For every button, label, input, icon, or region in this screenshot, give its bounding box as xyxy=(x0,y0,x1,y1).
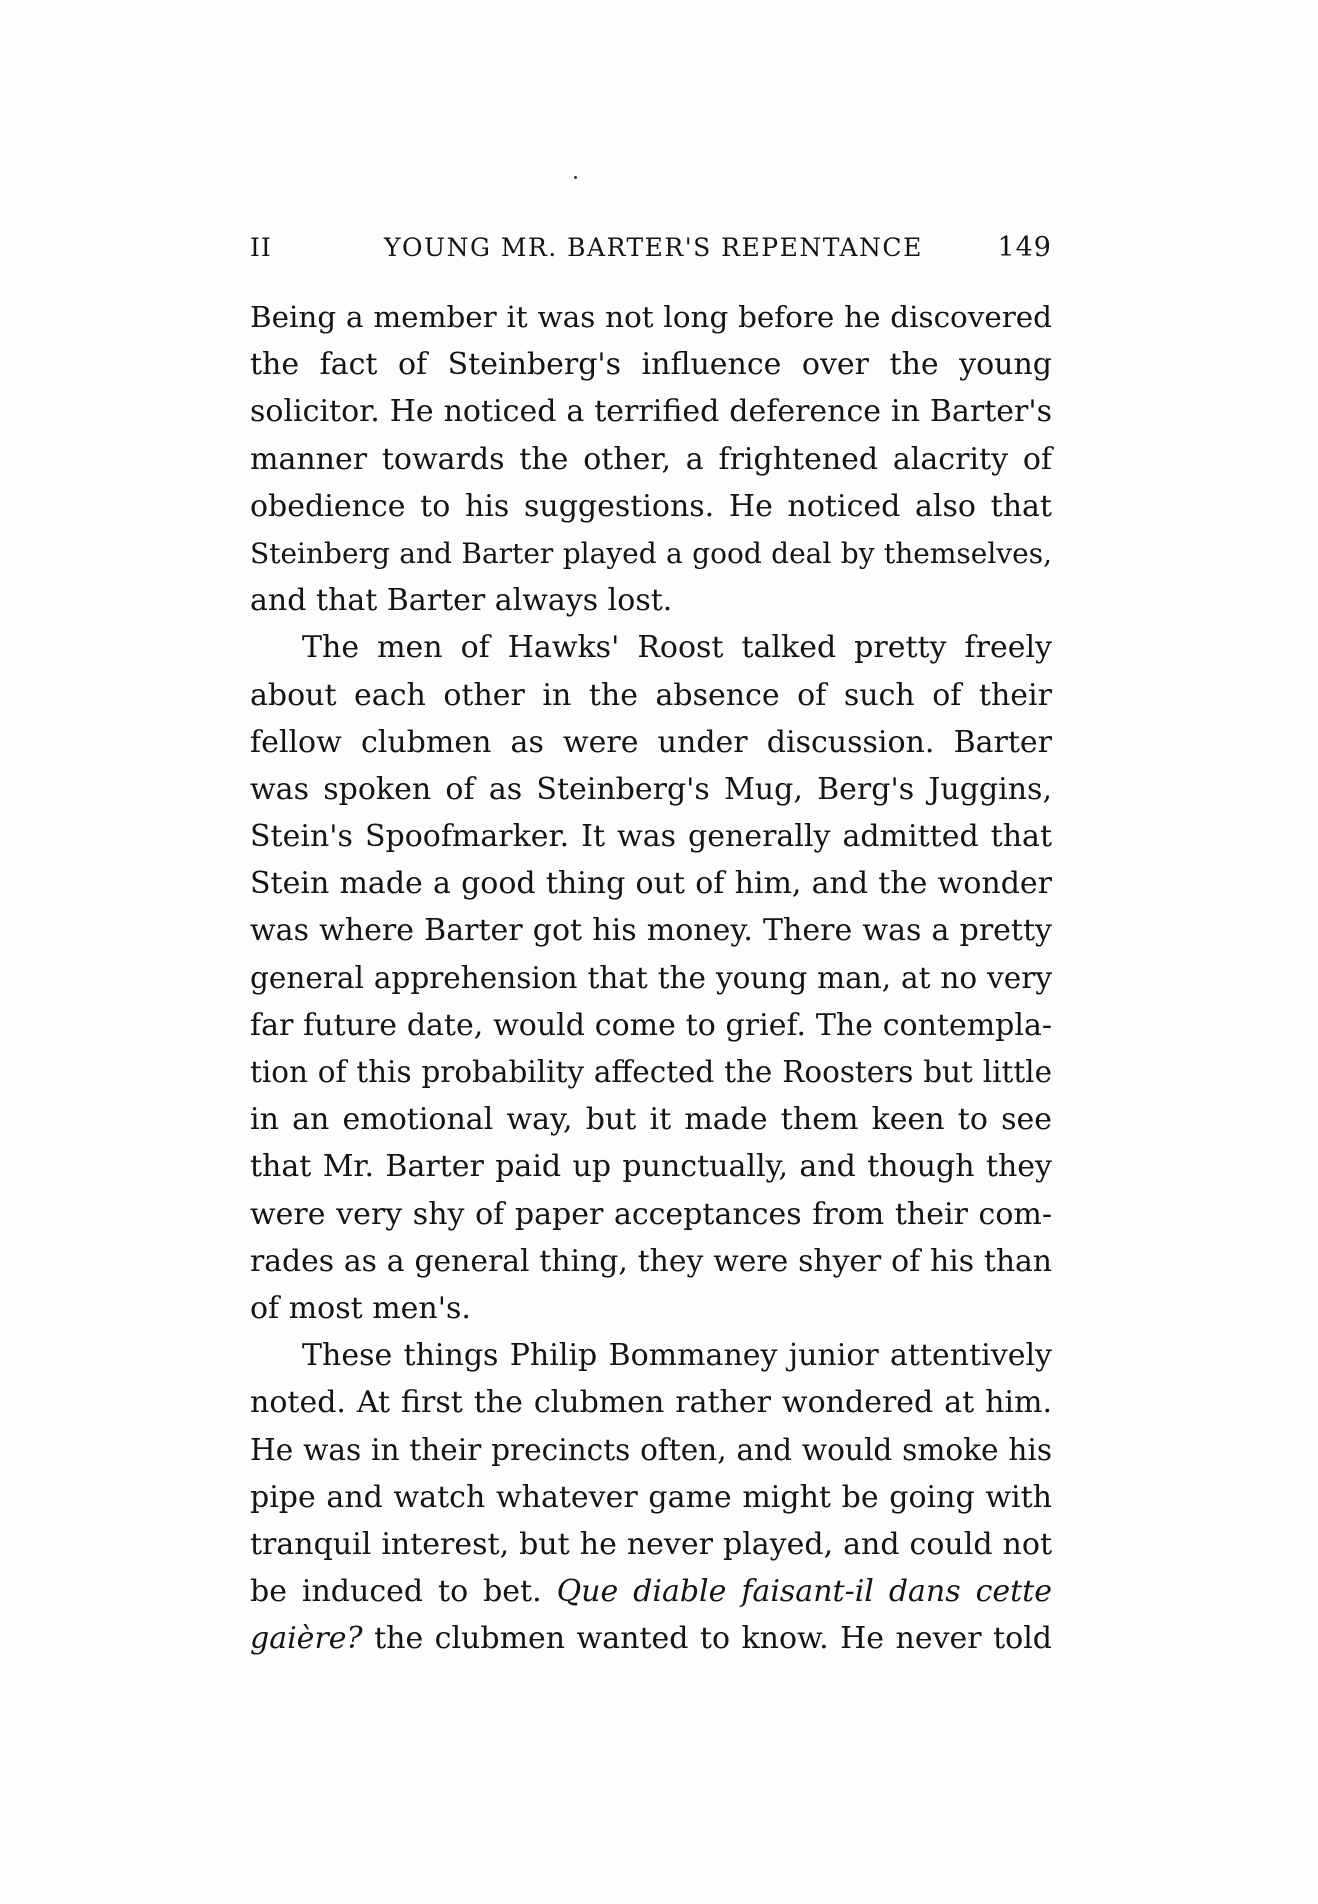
text-line: Stein made a good thing out of him, and the wonder xyxy=(250,866,1052,902)
french-phrase: Que diable faisant-il dans cette xyxy=(556,1574,1052,1610)
text-line: Being a member it was not long before he discovered xyxy=(250,300,1052,334)
line-roman: be induced to bet. xyxy=(250,1574,542,1610)
text-line-mixed xyxy=(250,1568,1052,1615)
text-line: He was in their precincts often, and would smoke his xyxy=(250,1432,1052,1467)
text-line: obedience to his suggestions. He noticed also that xyxy=(250,488,1052,524)
text-line: was where Barter got his money. There was a pretty xyxy=(250,913,1052,949)
chapter-number: II xyxy=(250,233,272,262)
text-line: were very shy of paper acceptances from their com- xyxy=(250,1196,1052,1232)
text-line: fellow clubmen as were under discussion. Barter xyxy=(250,724,1052,760)
running-title: YOUNG MR. BARTER'S REPENTANCE xyxy=(384,233,923,262)
text-line: was spoken of as Steinberg's Mug, Berg's Juggins, xyxy=(250,771,1052,807)
ink-speck xyxy=(574,176,577,179)
line-roman: the clubmen wanted to know. He never told xyxy=(374,1621,1052,1657)
french-phrase: gaière? xyxy=(250,1621,363,1657)
text-line: rades as a general thing, they were shyer of his than xyxy=(250,1243,1052,1279)
text-line: pipe and watch whatever game might be going with xyxy=(250,1479,1052,1515)
text-line: of most men's. xyxy=(250,1290,471,1326)
text-line: in an emotional way, but it made them keen to see xyxy=(250,1102,1052,1138)
page-number: 149 xyxy=(997,232,1052,263)
text-line: The men of Hawks' Roost talked pretty freely xyxy=(302,630,1052,666)
text-line: far future date, would come to grief. The contempla- xyxy=(250,1007,1052,1043)
text-line: the fact of Steinberg's influence over the young xyxy=(250,347,1052,383)
body-text xyxy=(250,294,1052,1662)
text-line: tranquil interest, but he never played, and could not xyxy=(250,1526,1052,1562)
text-line-mixed xyxy=(250,1615,1052,1662)
text-line: manner towards the other, a frightened alacrity of xyxy=(250,441,1052,477)
text-line: and that Barter always lost. xyxy=(250,583,673,619)
text-line: tion of this probability affected the Roosters but little xyxy=(250,1055,1052,1089)
text-line: These things Philip Bommaney junior attentively xyxy=(302,1338,1052,1374)
running-head xyxy=(248,224,1052,272)
text-line: solicitor. He noticed a terrified deference in Barter's xyxy=(250,394,1052,430)
text-line: general apprehension that the young man, at no very xyxy=(250,960,1052,995)
text-line: about each other in the absence of such of their xyxy=(250,677,1052,713)
text-line: Steinberg and Barter played a good deal by themselves, xyxy=(250,536,1052,570)
text-line: that Mr. Barter paid up punctually, and though they xyxy=(250,1149,1052,1185)
text-line: noted. At first the clubmen rather wondered at him. xyxy=(250,1385,1052,1421)
text-line: Stein's Spoofmarker. It was generally admitted that xyxy=(250,819,1052,855)
